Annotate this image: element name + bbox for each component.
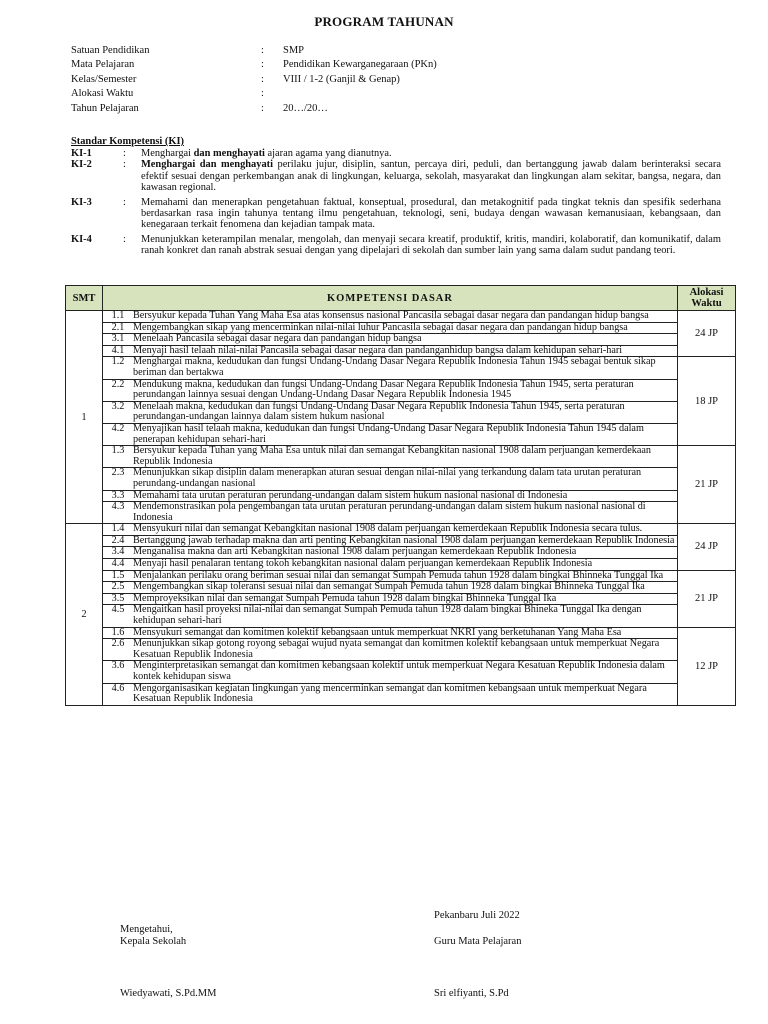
kd-text: Mengembangkan sikap yang mencerminkan nilai-nilai luhur Pancasila sebagai dasar negara dan pandangan hidup bangsa [133, 321, 628, 333]
document-title: PROGRAM TAHUNAN [314, 14, 454, 29]
ki-row [71, 197, 721, 231]
kd-text: Bersyukur kepada Tuhan yang Maha Esa untuk nilai dan semangat Kebangkitan nasional 1908 dalam perjuangan kemerdekaan Republik Indonesia [133, 445, 651, 467]
ki-text: Menghargai dan menghayati perilaku jujur, disiplin, santun, percaya diri, peduli, dan bertanggung jawab dalam berinteraksi secara efektif sesuai dengan perkembangan anak di lingkungan, keluarga, sekolah, masyarakat dan lingkungan alam sekitar, bangsa, negara, dan kawasan regional. [141, 159, 721, 194]
meta-label: Kelas/Semester [71, 73, 137, 85]
ki-colon: : [123, 159, 126, 171]
header-smt: SMT [66, 286, 103, 311]
meta-label: Mata Pelajaran [71, 59, 135, 71]
kd-item [103, 357, 677, 378]
meta-label: Alokasi Waktu [71, 88, 134, 100]
kd-number: 3.6 [111, 660, 125, 672]
kd-text: Mensyukuri semangat dan komitmen kolektif kebangsaan untuk memperkuat NKRI yang berketuhanan Yang Maha Esa [133, 626, 622, 638]
kd-number: 2.2 [111, 378, 125, 390]
kd-item [103, 535, 677, 547]
meta-row [71, 102, 437, 116]
kd-text: Menelaah Pancasila sebagai dasar negara dan pandangan hidup bangsa [133, 333, 422, 345]
kd-text: Memproyeksikan nilai dan semangat Sumpah Pemuda tahun 1928 dalam bingkai Bhinneka Tunggal Ika [133, 592, 557, 604]
kd-item [103, 593, 677, 605]
kd-number: 2.3 [111, 467, 125, 479]
kd-number: 3.4 [111, 546, 125, 558]
table-row [66, 627, 736, 705]
kd-item [103, 660, 677, 682]
kd-number: 4.2 [111, 422, 125, 434]
meta-value: VIII / 1-2 (Ganjil & Genap) [283, 73, 400, 85]
ki-heading: Standar Kompetensi (KI) [71, 136, 184, 147]
kd-group-cell [103, 570, 678, 627]
table-body [66, 311, 736, 706]
ki-code: KI-3 [71, 196, 92, 208]
meta-row [71, 87, 437, 101]
kd-text: Menyaji hasil telaah nilai-nilai Pancasila sebagai dasar negara dan pandanganhidup bangsa dalam kehidupan sehari-hari [133, 344, 623, 356]
kd-number: 1.1 [111, 310, 125, 321]
kd-group-cell [103, 446, 678, 524]
kd-item [103, 501, 677, 523]
kd-text: Menyajikan hasil telaah makna, kedudukan dan fungsi Undang-Undang Dasar Negara Republik Indonesia Tahun 1945 dalam penerapan kehidupan sehari-hari [133, 422, 644, 445]
kd-number: 4.3 [111, 501, 125, 513]
kd-text: Menelaah makna, kedudukan dan fungsi Undang-Undang Dasar Negara Republik Indonesia Tahun 1945, serta peraturan perundangan-undangan lainnya dalam sistem hukum nasional [133, 400, 625, 423]
kd-item [103, 581, 677, 593]
ki-text: Memahami dan menerapkan pengetahuan faktual, konseptual, prosedural, dan metakognitif pada tingkat teknis dan spesifik sederhana berdasarkan rasa ingin tahunya tentang ilmu pengetahuan, teknologi, seni, budaya dengan wawasan kemanusiaan, kebangsaan, dan kenegaraan terkait fenomena dan kejadian tampak mata. [141, 196, 721, 231]
table-row [66, 570, 736, 627]
ki-code: KI-4 [71, 233, 92, 245]
kd-text: Memahami tata urutan peraturan perundang-undangan dalam sistem hukum nasional nasional di Indonesia [133, 489, 568, 501]
kd-item [103, 571, 677, 582]
kd-number: 2.1 [111, 321, 125, 333]
kd-text: Mensyukuri nilai dan semangat Kebangkitan nasional 1908 dalam perjuangan kemerdekaan Republik Indonesia secara tulus. [133, 523, 643, 535]
semester-cell: 2 [66, 524, 103, 706]
table-row [66, 357, 736, 446]
teacher-name: Sri elfiyanti, S.Pd [434, 988, 509, 999]
kd-item [103, 311, 677, 322]
kd-text: Menganalisa makna dan arti Kebangkitan nasional 1908 dalam perjuangan kemerdekaan Republik Indonesia [133, 546, 577, 558]
ki-row [71, 159, 721, 193]
kd-group-cell [103, 524, 678, 570]
kd-group-cell [103, 357, 678, 446]
kd-item [103, 604, 677, 626]
kd-text: Menginterpretasikan semangat dan komitmen kebangsaan kolektif untuk memperkuat Negara Kesatuan Republik Indonesia dalam kontek kehidupan siswa [133, 660, 665, 682]
identity-block [71, 44, 437, 116]
kd-number: 1.6 [111, 626, 125, 638]
kd-number: 3.1 [111, 333, 125, 345]
kd-item [103, 558, 677, 570]
table-row [66, 524, 736, 570]
alokasi-cell: 18 JP [678, 357, 736, 446]
kd-item [103, 524, 677, 535]
kd-item [103, 467, 677, 489]
kd-item [103, 345, 677, 357]
meta-value: SMP [283, 45, 305, 56]
kd-item [103, 490, 677, 502]
kd-text: Menunjukkan sikap disiplin dalam menerapkan aturan sesuai dengan nilai-nilai yang terkandung dalam tata urutan peraturan perundang-undangan nasional [133, 467, 642, 489]
principal-title: Kepala Sekolah [120, 936, 187, 947]
ki-section [71, 136, 721, 257]
alokasi-cell: 24 JP [678, 524, 736, 570]
meta-label: Tahun Pelajaran [71, 102, 139, 114]
kd-text: Mengorganisasikan kegiatan lingkungan yang mencerminkan semangat dan komitmen kebangsaan untuk memperkuat Negara Kesatuan Republik Indonesia [133, 682, 647, 705]
alokasi-cell: 21 JP [678, 570, 736, 627]
meta-row [71, 58, 437, 72]
header-kompetensi: KOMPETENSI DASAR [103, 286, 678, 311]
kd-item [103, 423, 677, 445]
kd-text: Mengaitkan hasil proyeksi nilai-nilai dan semangat Sumpah Pemuda tahun 1928 dalam bingkai Bhineka Tunggal Ika dengan kehidupan sehari-hari [133, 604, 642, 627]
place-date: Pekanbaru Juli 2022 [434, 910, 520, 921]
kd-number: 4.5 [111, 604, 125, 616]
ki-text: Menghargai dan menghayati ajaran agama yang dianutnya. [141, 148, 392, 159]
meta-colon: : [261, 59, 264, 71]
alokasi-cell: 12 JP [678, 627, 736, 705]
meta-label: Satuan Pendidikan [71, 45, 150, 56]
principal-name: Wiedyawati, S.Pd.MM [120, 988, 217, 999]
kd-number: 1.3 [111, 445, 125, 457]
ki-colon: : [123, 148, 126, 159]
kd-item [103, 446, 677, 467]
kd-group-cell [103, 311, 678, 357]
kd-group-cell [103, 627, 678, 705]
kd-text: Mendemonstrasikan pola pengembangan tata urutan peraturan perundang-undangan dalam sistem hukum nasional nasional di Indonesia [133, 501, 646, 523]
kd-number: 1.2 [111, 356, 125, 368]
kompetensi-table [65, 285, 736, 706]
kd-item [103, 401, 677, 423]
alokasi-cell: 21 JP [678, 446, 736, 524]
meta-colon: : [261, 73, 264, 85]
table-row [66, 311, 736, 357]
ki-emphasis: Menghargai dan menghayati [141, 159, 273, 171]
ki-code: KI-1 [71, 148, 92, 159]
kd-item [103, 546, 677, 558]
kd-number: 2.6 [111, 638, 125, 650]
ki-colon: : [123, 196, 126, 208]
ki-text: Menunjukkan keterampilan menalar, mengolah, dan menyaji secara kreatif, produktif, kritis, mandiri, kolaboratif, dan komunikatif, dalam ranah konkret dan ranah abstrak sesuai dengan yang dipelajari di sekolah dan sumber lain yang sama dalam sudut pandang teori. [141, 233, 721, 257]
kd-number: 4.4 [111, 558, 125, 570]
kd-text: Menunjukkan sikap gotong royong sebagai wujud nyata semangat dan komitmen kolektif kebangsaan untuk memperkuat Negara Kesatuan Republik Indonesia [133, 638, 660, 660]
meta-value: 20…/20… [283, 102, 328, 114]
kd-item [103, 322, 677, 334]
kd-number: 1.4 [111, 523, 125, 535]
ki-row [71, 234, 721, 257]
kd-item [103, 638, 677, 660]
meta-colon: : [261, 45, 264, 56]
kd-item [103, 379, 677, 401]
header-alokasi: Alokasi Waktu [678, 286, 736, 311]
ki-row [71, 148, 721, 159]
kd-text: Menjalankan perilaku orang beriman sesuai nilai dan semangat Sumpah Pemuda tahun 1928 dalam bingkai Bhinneka Tunggal Ika [133, 569, 664, 581]
kd-text: Mendukung makna, kedudukan dan fungsi Undang-Undang Dasar Negara Republik Indonesia Tahun 1945, serta peraturan perundangan lainnya sesuai dengan Undang-Undang Dasar Negara Republik Indonesia 1945 [133, 378, 634, 401]
alokasi-cell: 24 JP [678, 311, 736, 357]
approval-label: Mengetahui, [120, 924, 173, 935]
kd-text: Bersyukur kepada Tuhan Yang Maha Esa atas konsensus nasional Pancasila sebagai dasar negara dan pandangan hidup bangsa [133, 310, 649, 321]
kd-number: 2.4 [111, 534, 125, 546]
meta-colon: : [261, 88, 264, 100]
meta-colon: : [261, 102, 264, 114]
kd-number: 2.5 [111, 581, 125, 593]
meta-row [71, 44, 437, 58]
meta-row [71, 73, 437, 87]
teacher-title: Guru Mata Pelajaran [434, 936, 522, 947]
ki-emphasis: dan menghayati [193, 148, 265, 159]
semester-cell: 1 [66, 311, 103, 524]
kd-number: 3.3 [111, 489, 125, 501]
table-row [66, 446, 736, 524]
meta-value: Pendidikan Kewarganegaraan (PKn) [283, 59, 437, 71]
kd-item [103, 333, 677, 345]
kd-number: 4.6 [111, 682, 125, 694]
kd-text: Bertanggung jawab terhadap makna dan arti penting Kebangkitan nasional 1908 dalam perjuangan kemerdekaan Republik Indonesia [133, 534, 675, 546]
kd-number: 1.5 [111, 569, 125, 581]
kd-number: 3.2 [111, 400, 125, 412]
kd-text: Menghargai makna, kedudukan dan fungsi Undang-Undang Dasar Negara Republik Indonesia Tahun 1945 sebagai bentuk sikap beriman dan bertakwa [133, 356, 656, 378]
ki-colon: : [123, 233, 126, 245]
kd-item [103, 628, 677, 639]
kd-text: Menyaji hasil penalaran tentang tokoh kebangkitan nasional dalam perjuangan kemerdekaan Republik Indonesia [133, 558, 593, 570]
kd-number: 4.1 [111, 344, 125, 356]
table-header-row [66, 286, 736, 311]
kd-text: Mengembangkan sikap toleransi sesuai nilai dan semangat Sumpah Pemuda tahun 1928 dalam bingkai Bhinneka Tunggal Ika [133, 581, 645, 593]
kd-item [103, 683, 677, 705]
ki-code: KI-2 [71, 159, 92, 171]
kd-number: 3.5 [111, 592, 125, 604]
